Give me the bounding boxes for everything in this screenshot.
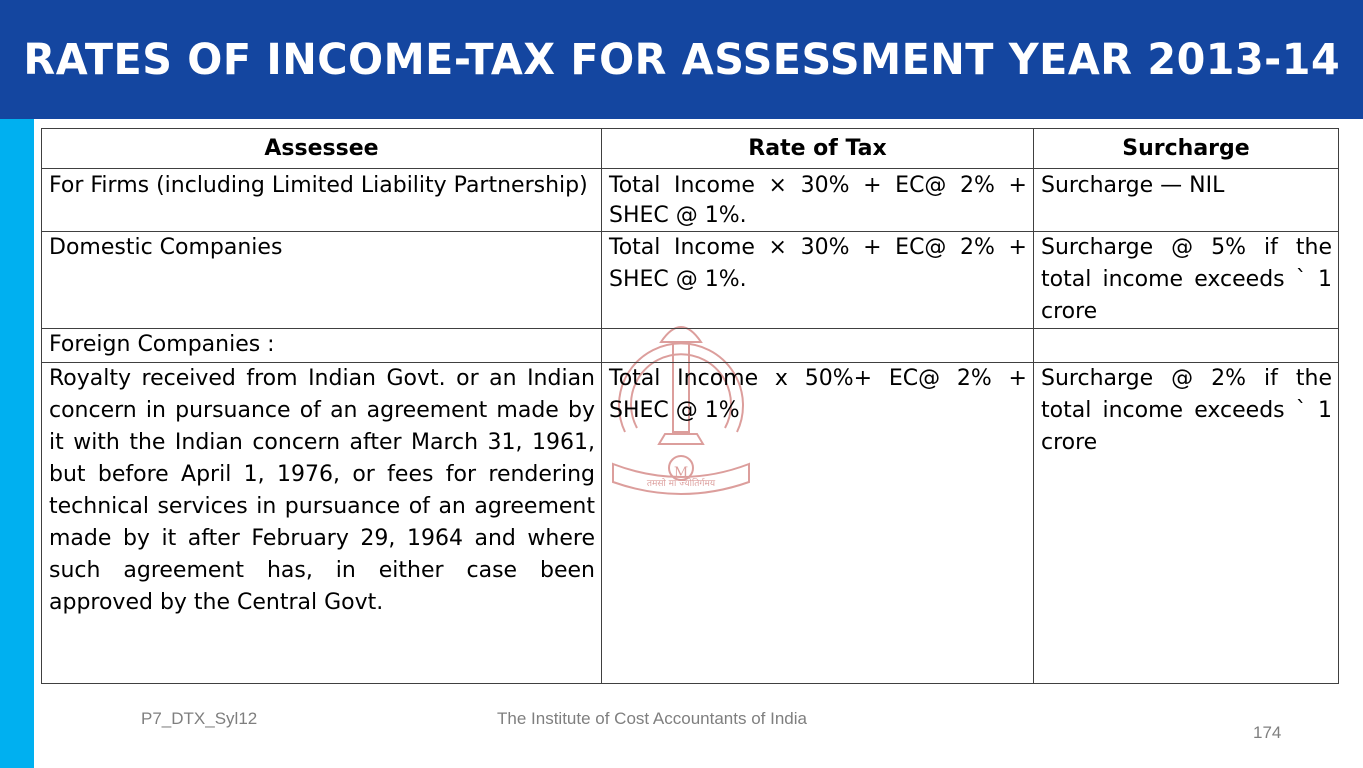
table-row	[42, 363, 1339, 684]
side-accent-strip	[0, 119, 34, 768]
cell-assessee: For Firms (including Limited Liability Partnership)	[42, 169, 602, 232]
cell-assessee: Foreign Companies :	[42, 329, 602, 363]
cell-surcharge: Surcharge @ 2% if the total income exceeds ` 1 crore	[1034, 363, 1339, 684]
cell-surcharge: Surcharge — NIL	[1034, 169, 1339, 232]
table-header-row	[42, 129, 1339, 169]
cell-rate: Total Income × 30% + EC@ 2% + SHEC @ 1%.	[602, 232, 1034, 329]
header-rate-of-tax: Rate of Tax	[602, 129, 1034, 169]
cell-assessee: Domestic Companies	[42, 232, 602, 329]
table-row	[42, 232, 1339, 329]
cell-surcharge	[1034, 329, 1339, 363]
cell-assessee: Royalty received from Indian Govt. or an Indian concern in pursuance of an agreement made by it with the Indian concern after March 31, 1961, but before April 1, 1976, or fees for rendering technical services in pursuance of an agreement made by it after February 29, 1964 and where such agreement has, in either case been approved by the Central Govt.	[42, 363, 602, 684]
cell-rate: Total Income × 30% + EC@ 2% + SHEC @ 1%.	[602, 169, 1034, 232]
seal-letter: M	[673, 465, 689, 481]
cell-rate: Total Income x 50%+ EC@ 2% + SHEC @ 1%	[602, 363, 1034, 684]
table-row	[42, 329, 1339, 363]
cell-surcharge: Surcharge @ 5% if the total income exceeds ` 1 crore	[1034, 232, 1339, 329]
header-surcharge: Surcharge	[1034, 129, 1339, 169]
tax-rates-table	[41, 128, 1339, 684]
slide-title: RATES OF INCOME-TAX FOR ASSESSMENT YEAR 2013-14	[23, 34, 1340, 85]
table-row	[42, 169, 1339, 232]
header-assessee: Assessee	[42, 129, 602, 169]
footer-institute-name: The Institute of Cost Accountants of India	[497, 709, 807, 728]
cell-rate	[602, 329, 1034, 363]
title-bar	[0, 0, 1363, 119]
seal-motto: तमसो मा ज्योतिर्गमय	[646, 479, 716, 489]
page-number: 174	[1253, 723, 1282, 742]
footer-course-code: P7_DTX_Syl12	[141, 709, 258, 728]
